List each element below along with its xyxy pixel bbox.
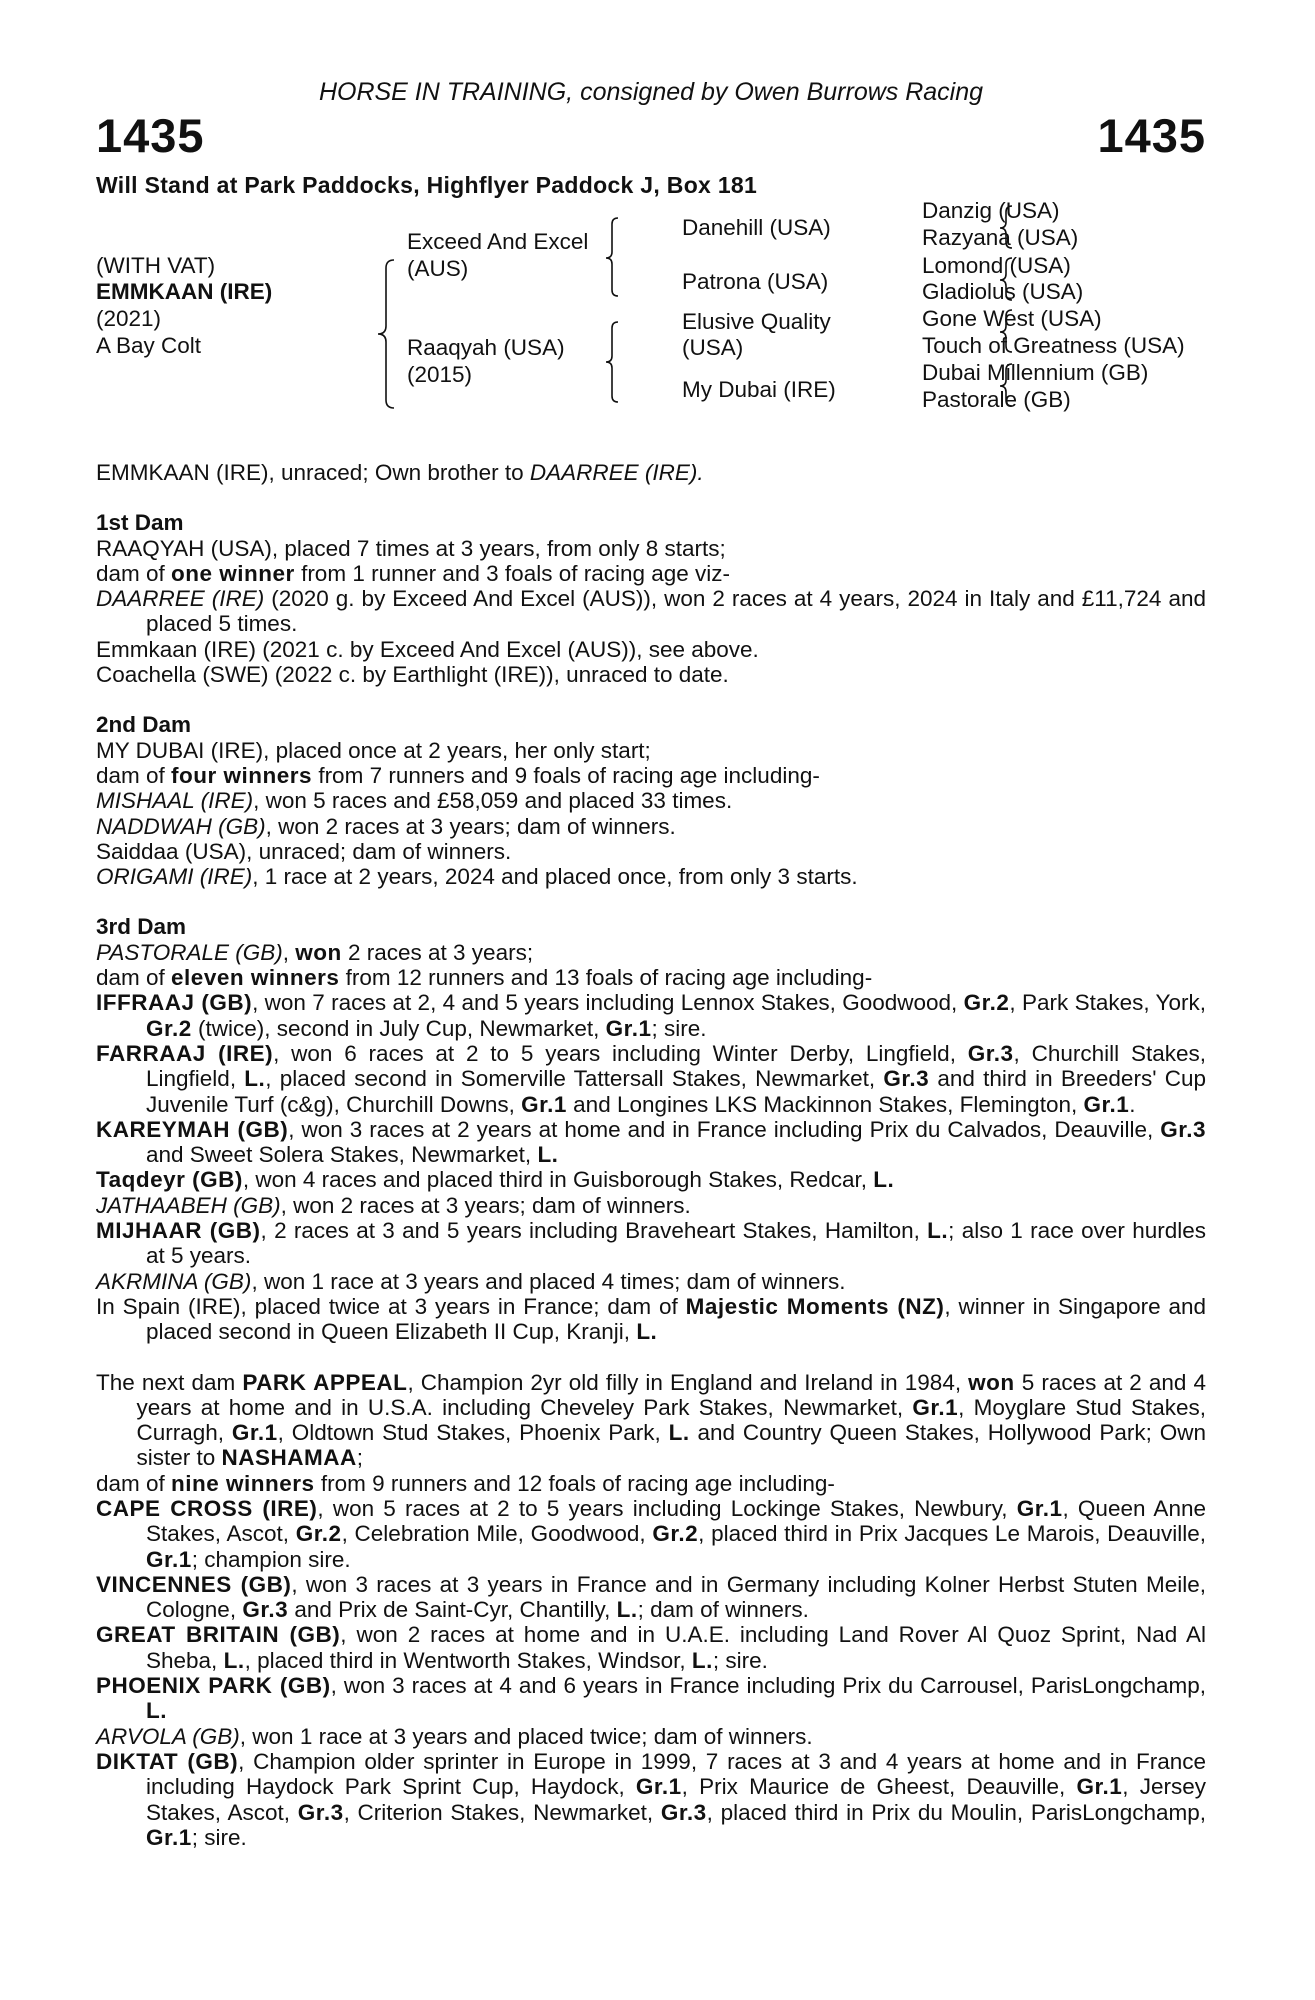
produce-record (96, 460, 1206, 1850)
third-dam-produce-summary: dam of eleven winners from 12 runners and 13 foals of racing age including- (96, 965, 873, 991)
lot-number-left: 1435 (96, 109, 205, 162)
horse-description: A Bay Colt (96, 333, 202, 358)
pedigree-table (96, 200, 1206, 420)
produce-entry: In Spain (IRE), placed twice at 3 years in France; dam of Majestic Moments (NZ), winner in Singapore and placed second in Queen Elizabeth II Cup, Kranji, L. (96, 1293, 1207, 1345)
produce-entry: DAARREE (IRE) (2020 g. by Exceed And Excel (AUS)), won 2 races at 4 years, 2024 in Italy and £11,724 and placed 5 times. (96, 586, 1206, 637)
produce-entry: Saiddaa (USA), unraced; dam of winners. (96, 838, 512, 864)
gen3-ancestor: Gone West (USA) (922, 306, 1102, 331)
third-dam-line: PASTORALE (GB), won 2 races at 3 years; (96, 939, 534, 965)
next-dam-produce-summary: dam of nine winners from 9 runners and 12 foals of racing age including- (96, 1470, 835, 1496)
produce-entry: MIJHAAR (GB), 2 races at 3 and 5 years including Braveheart Stakes, Hamilton, L.; also 1 race over hurdles at 5 years. (96, 1218, 1206, 1269)
sire-name: Exceed And Excel (407, 229, 589, 254)
second-dam-produce-summary: dam of four winners from 7 runners and 9 foals of racing age including- (96, 762, 820, 788)
produce-entry: NADDWAH (GB), won 2 races at 3 years; dam of winners. (96, 813, 676, 839)
produce-entry: AKRMINA (GB), won 1 race at 3 years and placed 4 times; dam of winners. (96, 1268, 846, 1294)
produce-entry: Taqdeyr (GB), won 4 races and placed third in Guisborough Stakes, Redcar, L. (96, 1167, 895, 1193)
consignor-header: HORSE IN TRAINING, consigned by Owen Burrows Racing (318, 78, 984, 106)
gen3-ancestor: Pastorale (GB) (922, 387, 1071, 412)
produce-entry: Coachella (SWE) (2022 c. by Earthlight (IRE)), unraced to date. (96, 662, 729, 688)
produce-entry: ORIGAMI (IRE), 1 race at 2 years, 2024 and placed once, from only 3 starts. (96, 864, 858, 890)
stand-location: Will Stand at Park Paddocks, Highflyer Paddock J, Box 181 (96, 172, 758, 198)
gen3-ancestor: Dubai Millennium (GB) (922, 360, 1149, 385)
third-dam-heading: 3rd Dam (96, 914, 187, 940)
gen3-ancestor: Razyana (USA) (922, 225, 1079, 250)
next-dam-paragraph: The next dam PARK APPEAL, Champion 2yr old filly in England and Ireland in 1984, won 5 races at 2 and 4 years at home and in U.S.A. including Cheveley Park Stakes, Newmarket, Gr.1, Moyglare Stud Stakes, Curragh, Gr.1, Oldtown Stud Stakes, Phoenix Park, L. and Country Queen Stakes, Hollywood Park; Own sister to NASHAMAA; (96, 1369, 1207, 1471)
produce-entry: PHOENIX PARK (GB), won 3 races at 4 and 6 years in France including Prix du Carrousel, ParisLongchamp, L. (96, 1673, 1206, 1724)
sire-sire: Danehill (USA) (682, 215, 831, 240)
first-dam-line: RAAQYAH (USA), placed 7 times at 3 years, from only 8 starts; (96, 535, 726, 561)
produce-entry: GREAT BRITAIN (GB), won 2 races at home and in U.A.E. including Land Rover Al Quoz Sprint, Nad Al Sheba, L., placed third in Wentworth Stakes, Windsor, L.; sire. (96, 1622, 1207, 1673)
gen3-ancestor: Touch of Greatness (USA) (922, 333, 1185, 358)
gen3-ancestor: Gladiolus (USA) (922, 279, 1084, 304)
produce-entry: MISHAAL (IRE), won 5 races and £58,059 and placed 33 times. (96, 788, 733, 814)
produce-entry: VINCENNES (GB), won 3 races at 3 years in France and in Germany including Kolner Herbst Stuten Meile, Cologne, Gr.3 and Prix de Saint-Cyr, Chantilly, L.; dam of winners. (96, 1571, 1206, 1623)
first-dam-produce-summary: dam of one winner from 1 runner and 3 foals of racing age viz- (96, 560, 731, 586)
dam-name: Raaqyah (USA) (407, 335, 565, 360)
sire-dam: Patrona (USA) (682, 269, 829, 294)
gen3-ancestor: Danzig (USA) (922, 198, 1060, 223)
lot-number-right: 1435 (1097, 109, 1206, 162)
second-dam-heading: 2nd Dam (96, 712, 192, 738)
horse-name: EMMKAAN (IRE) (96, 279, 273, 304)
produce-entry: KAREYMAH (GB), won 3 races at 2 years at home and in France including Prix du Calvados, Deauville, Gr.3 and Sweet Solera Stakes, Newmarket, L. (96, 1116, 1206, 1168)
produce-entry: FARRAAJ (IRE), won 6 races at 2 to 5 years including Winter Derby, Lingfield, Gr.3, Churchill Stakes, Lingfield, L., placed second in Somerville Tattersall Stakes, Newmarket, Gr.3 and third in Breeders' Cup Juvenile Turf (c&g), Churchill Downs, Gr.1 and Longines LKS Mackinnon Stakes, Flemington, Gr.1. (96, 1040, 1206, 1117)
produce-entry: ARVOLA (GB), won 1 race at 3 years and placed twice; dam of winners. (96, 1723, 813, 1749)
intro-line: EMMKAAN (IRE), unraced; Own brother to DAARREE (IRE). (96, 460, 704, 485)
produce-entry: DIKTAT (GB), Champion older sprinter in Europe in 1999, 7 races at 3 and 4 years at home and in France including Haydock Park Sprint Cup, Haydock, Gr.1, Prix Maurice de Gheest, Deauville, Gr.1, Jersey Stakes, Ascot, Gr.3, Criterion Stakes, Newmarket, Gr.3, placed third in Prix du Moulin, ParisLongchamp, Gr.1; sire. (96, 1748, 1206, 1850)
sire-country: (AUS) (407, 256, 469, 281)
first-dam-heading: 1st Dam (96, 510, 184, 536)
gen3-ancestor: Lomond (USA) (922, 253, 1071, 278)
produce-entry: IFFRAAJ (GB), won 7 races at 2, 4 and 5 years including Lennox Stakes, Goodwood, Gr.2, Park Stakes, York, Gr.2 (twice), second in July Cup, Newmarket, Gr.1; sire. (96, 990, 1206, 1041)
dam-dam: My Dubai (IRE) (682, 377, 836, 402)
dam-sire-country: (USA) (682, 335, 744, 360)
foaling-year: (2021) (96, 306, 162, 331)
produce-entry: JATHAABEH (GB), won 2 races at 3 years; dam of winners. (96, 1192, 691, 1218)
produce-entry: CAPE CROSS (IRE), won 5 races at 2 to 5 years including Lockinge Stakes, Newbury, Gr.1, Queen Anne Stakes, Ascot, Gr.2, Celebration Mile, Goodwood, Gr.2, placed third in Prix Jacques Le Marois, Deauville, Gr.1; champion sire. (96, 1495, 1206, 1572)
catalogue-page (96, 0, 1206, 2000)
second-dam-line: MY DUBAI (IRE), placed once at 2 years, her only start; (96, 737, 651, 763)
dam-year: (2015) (407, 362, 473, 387)
produce-entry: Emmkaan (IRE) (2021 c. by Exceed And Excel (AUS)), see above. (96, 636, 759, 662)
dam-sire-name: Elusive Quality (682, 309, 831, 334)
vat-note: (WITH VAT) (96, 253, 216, 278)
